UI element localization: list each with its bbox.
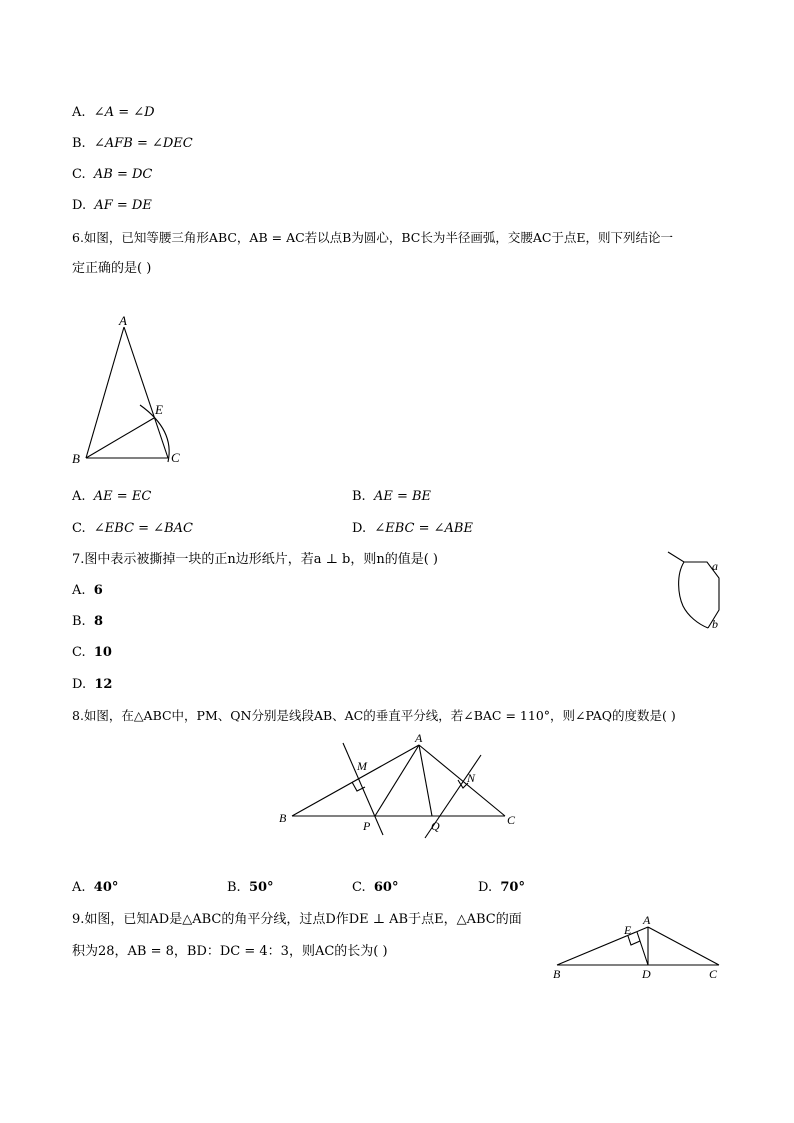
q8-label-b: B [279, 811, 287, 825]
q8-label-q: Q [431, 819, 440, 833]
q7-option-c: C. 10 [72, 645, 112, 660]
q8-option-a: A. 40° [72, 880, 119, 895]
q7-label-b: b [712, 617, 718, 631]
q9-stem-line2: 积为28，AB = 8，BD：DC = 4：3，则AC的长为( ) [72, 944, 388, 959]
q8-label-a: A [415, 731, 423, 745]
q7-option-d: D. 12 [72, 677, 113, 692]
q7-label-a: a [712, 559, 718, 573]
q9-label-e: E [624, 923, 632, 937]
q9-label-b: B [553, 967, 561, 981]
q8-label-m: M [357, 759, 367, 773]
q6-label-b: B [72, 451, 80, 466]
q8-label-c: C [507, 813, 516, 827]
q7-option-a: A. 6 [72, 583, 103, 598]
q9-side-ac [648, 927, 719, 965]
q9-label-d: D [642, 967, 651, 981]
q8-option-b: B. 50° [227, 880, 274, 895]
q5-option-b: B. ∠AFB = ∠DEC [72, 136, 193, 151]
q9-label-a: A [643, 913, 651, 927]
q9-segment-de [637, 932, 648, 965]
q9-stem-line1: 9.如图，已知AD是△ABC的角平分线，过点D作DE ⊥ AB于点E，△ABC的面 [72, 912, 522, 927]
q8-option-c: C. 60° [352, 880, 399, 895]
q5-option-a: A. ∠A = ∠D [72, 105, 155, 120]
q5-option-d: D. AF = DE [72, 198, 152, 213]
q6-option-c: C. ∠EBC = ∠BAC [72, 521, 193, 536]
q6-label-c: C [171, 450, 180, 465]
q6-option-d: D. ∠EBC = ∠ABE [352, 521, 473, 536]
q7-option-b: B. 8 [72, 614, 103, 629]
q8-label-p: P [363, 819, 371, 833]
q6-label-e: E [155, 402, 163, 417]
q8-stem: 8.如图，在△ABC中，PM、QN分别是线段AB、AC的垂直平分线，若∠BAC = 110°，则∠PAQ的度数是( ) [72, 708, 676, 723]
q9-right-angle-e [628, 936, 640, 945]
q6-label-a: A [119, 313, 127, 328]
q5-option-c: C. AB = DC [72, 167, 153, 182]
q7-stem: 7.图中表示被撕掉一块的正n边形纸片，若a ⊥ b，则n的值是( ) [72, 552, 438, 567]
q6-stem-line2: 定正确的是( ) [72, 261, 152, 276]
q8-option-d: D. 70° [478, 880, 525, 895]
q9-side-ab [557, 927, 648, 965]
q6-option-a: A. AE = EC [72, 489, 152, 504]
q9-label-c: C [709, 967, 718, 981]
q8-label-n: N [467, 771, 476, 785]
q6-option-b: B. AE = BE [352, 489, 432, 504]
q6-stem-line1: 6.如图，已知等腰三角形ABC，AB = AC若以点B为圆心，BC长为半径画弧，交腰AC于点E，则下列结论一 [72, 230, 674, 245]
